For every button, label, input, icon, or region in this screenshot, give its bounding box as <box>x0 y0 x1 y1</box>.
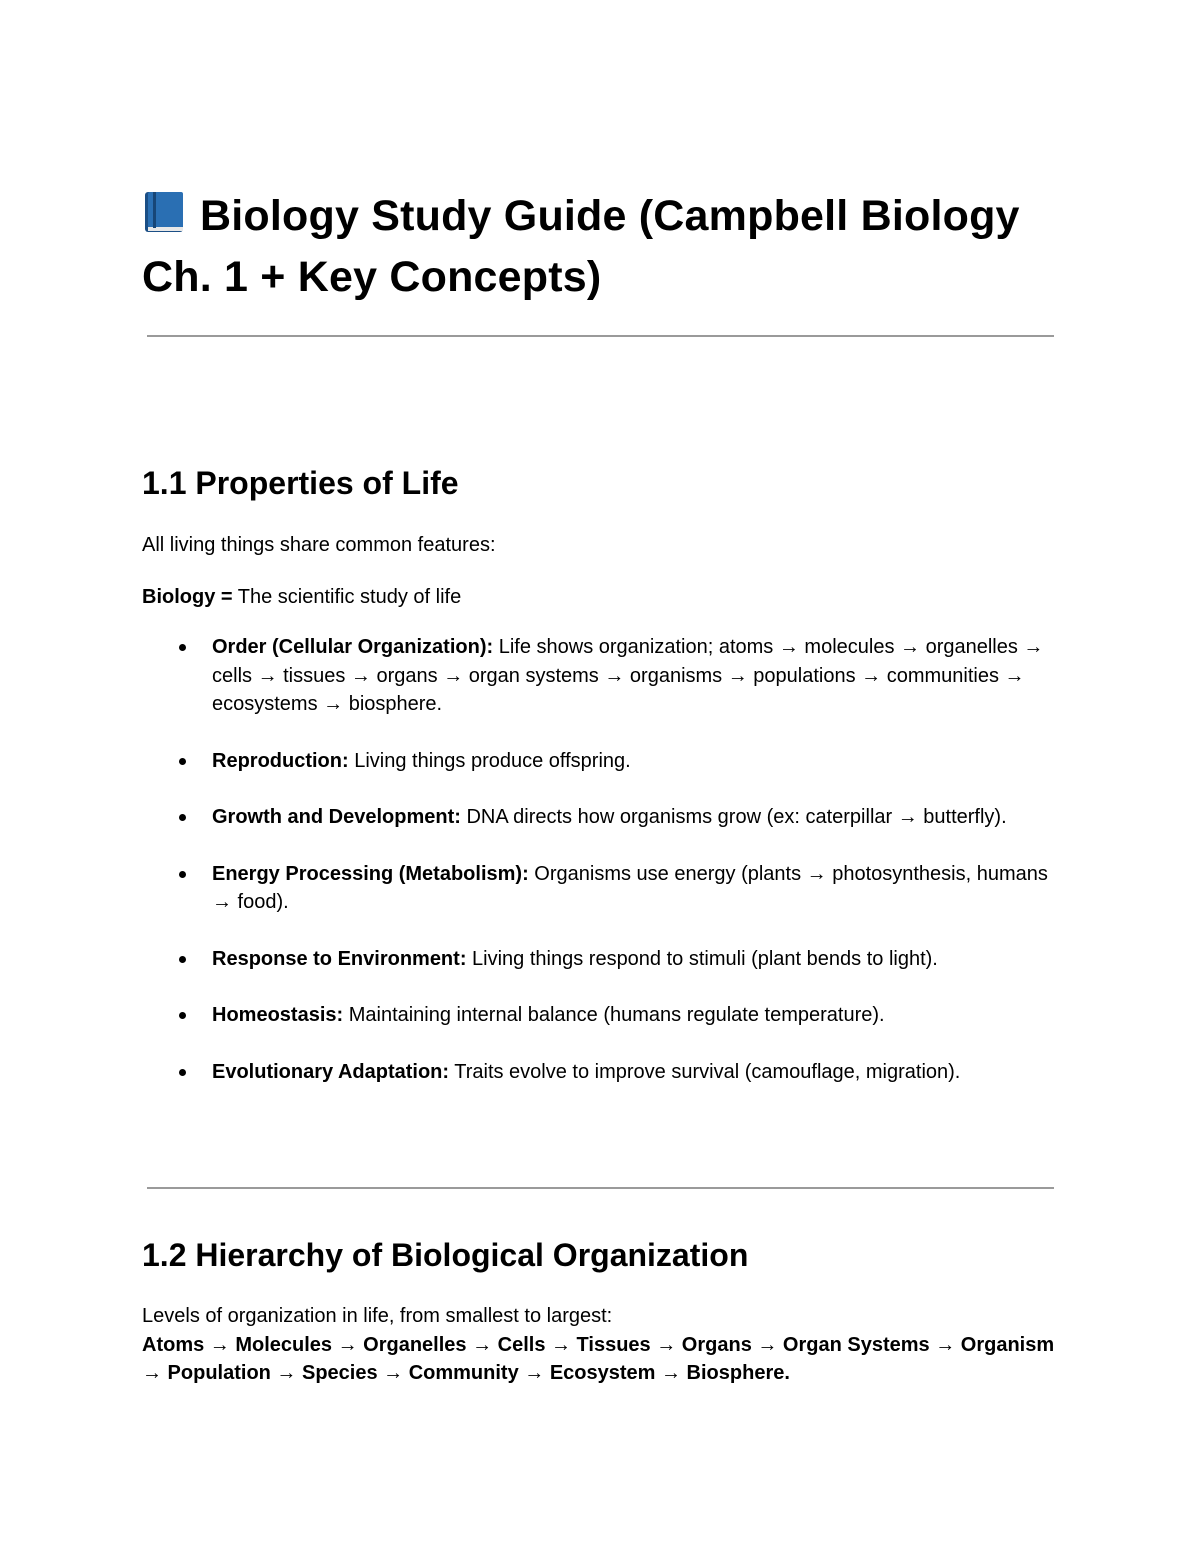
bullet-dot <box>179 644 186 651</box>
bullet-dot <box>179 1069 186 1076</box>
horizontal-divider <box>147 335 1054 337</box>
section-heading-hierarchy: 1.2 Hierarchy of Biological Organization <box>142 1237 749 1273</box>
list-item-text: Traits evolve to improve survival (camouflage, migration). <box>449 1060 961 1083</box>
hierarchy-paragraph <box>142 1302 1057 1388</box>
hierarchy-intro: Levels of organization in life, from smallest to largest: <box>142 1305 613 1327</box>
list-item <box>142 747 1057 776</box>
bullet-dot <box>179 1012 186 1019</box>
bullet-dot <box>179 758 186 765</box>
list-item-text: Maintaining internal balance (humans regulate temperature). <box>343 1004 885 1026</box>
list-item-term: Order (Cellular Organization): <box>212 636 494 658</box>
list-item-term: Evolutionary Adaptation: <box>212 1060 450 1083</box>
section-heading-properties-of-life: 1.1 Properties of Life <box>142 465 459 501</box>
list-item-text: Living things produce offspring. <box>348 749 631 772</box>
document-title <box>142 186 1057 308</box>
list-item-term: Reproduction: <box>212 749 349 772</box>
horizontal-divider <box>147 1187 1054 1189</box>
definition-term: Biology = <box>142 586 233 608</box>
hierarchy-chain: Atoms → Molecules → Organelles → Cells → Tissues → Organs → Organ Systems → Organism → Population → Species → Community → Ecosystem → Biosphere. <box>142 1333 1055 1384</box>
bullet-dot <box>179 814 186 821</box>
list-item-term: Growth and Development: <box>212 806 461 828</box>
list-item <box>142 633 1057 719</box>
document-title-text: Biology Study Guide (Campbell Biology Ch. 1 + Key Concepts) <box>142 192 1020 301</box>
list-item <box>142 1058 1057 1087</box>
bullet-dot <box>179 871 186 878</box>
list-item-text: DNA directs how organisms grow (ex: caterpillar → butterfly). <box>460 806 1007 828</box>
list-item <box>142 860 1057 917</box>
list-item <box>142 1001 1057 1030</box>
list-item-text: Organisms use energy (plants → photosynthesis, humans → food). <box>212 862 1048 913</box>
list-item-term: Energy Processing (Metabolism): <box>212 862 529 885</box>
list-item <box>142 803 1057 832</box>
definition-text: The scientific study of life <box>232 586 462 608</box>
blue-book-icon <box>142 190 186 234</box>
list-item-term: Response to Environment: <box>212 947 467 970</box>
list-item <box>142 945 1057 974</box>
properties-list <box>142 633 1057 1114</box>
section-intro: All living things share common features: <box>142 534 496 556</box>
bullet-dot <box>179 956 186 963</box>
list-item-text: Living things respond to stimuli (plant bends to light). <box>466 947 938 970</box>
biology-definition <box>142 583 461 611</box>
list-item-term: Homeostasis: <box>212 1004 344 1026</box>
list-item-text: Life shows organization; atoms → molecules → organelles → cells → tissues → organs → organ systems → organisms → populations → communities → ecosystems → biosphere. <box>212 636 1044 715</box>
